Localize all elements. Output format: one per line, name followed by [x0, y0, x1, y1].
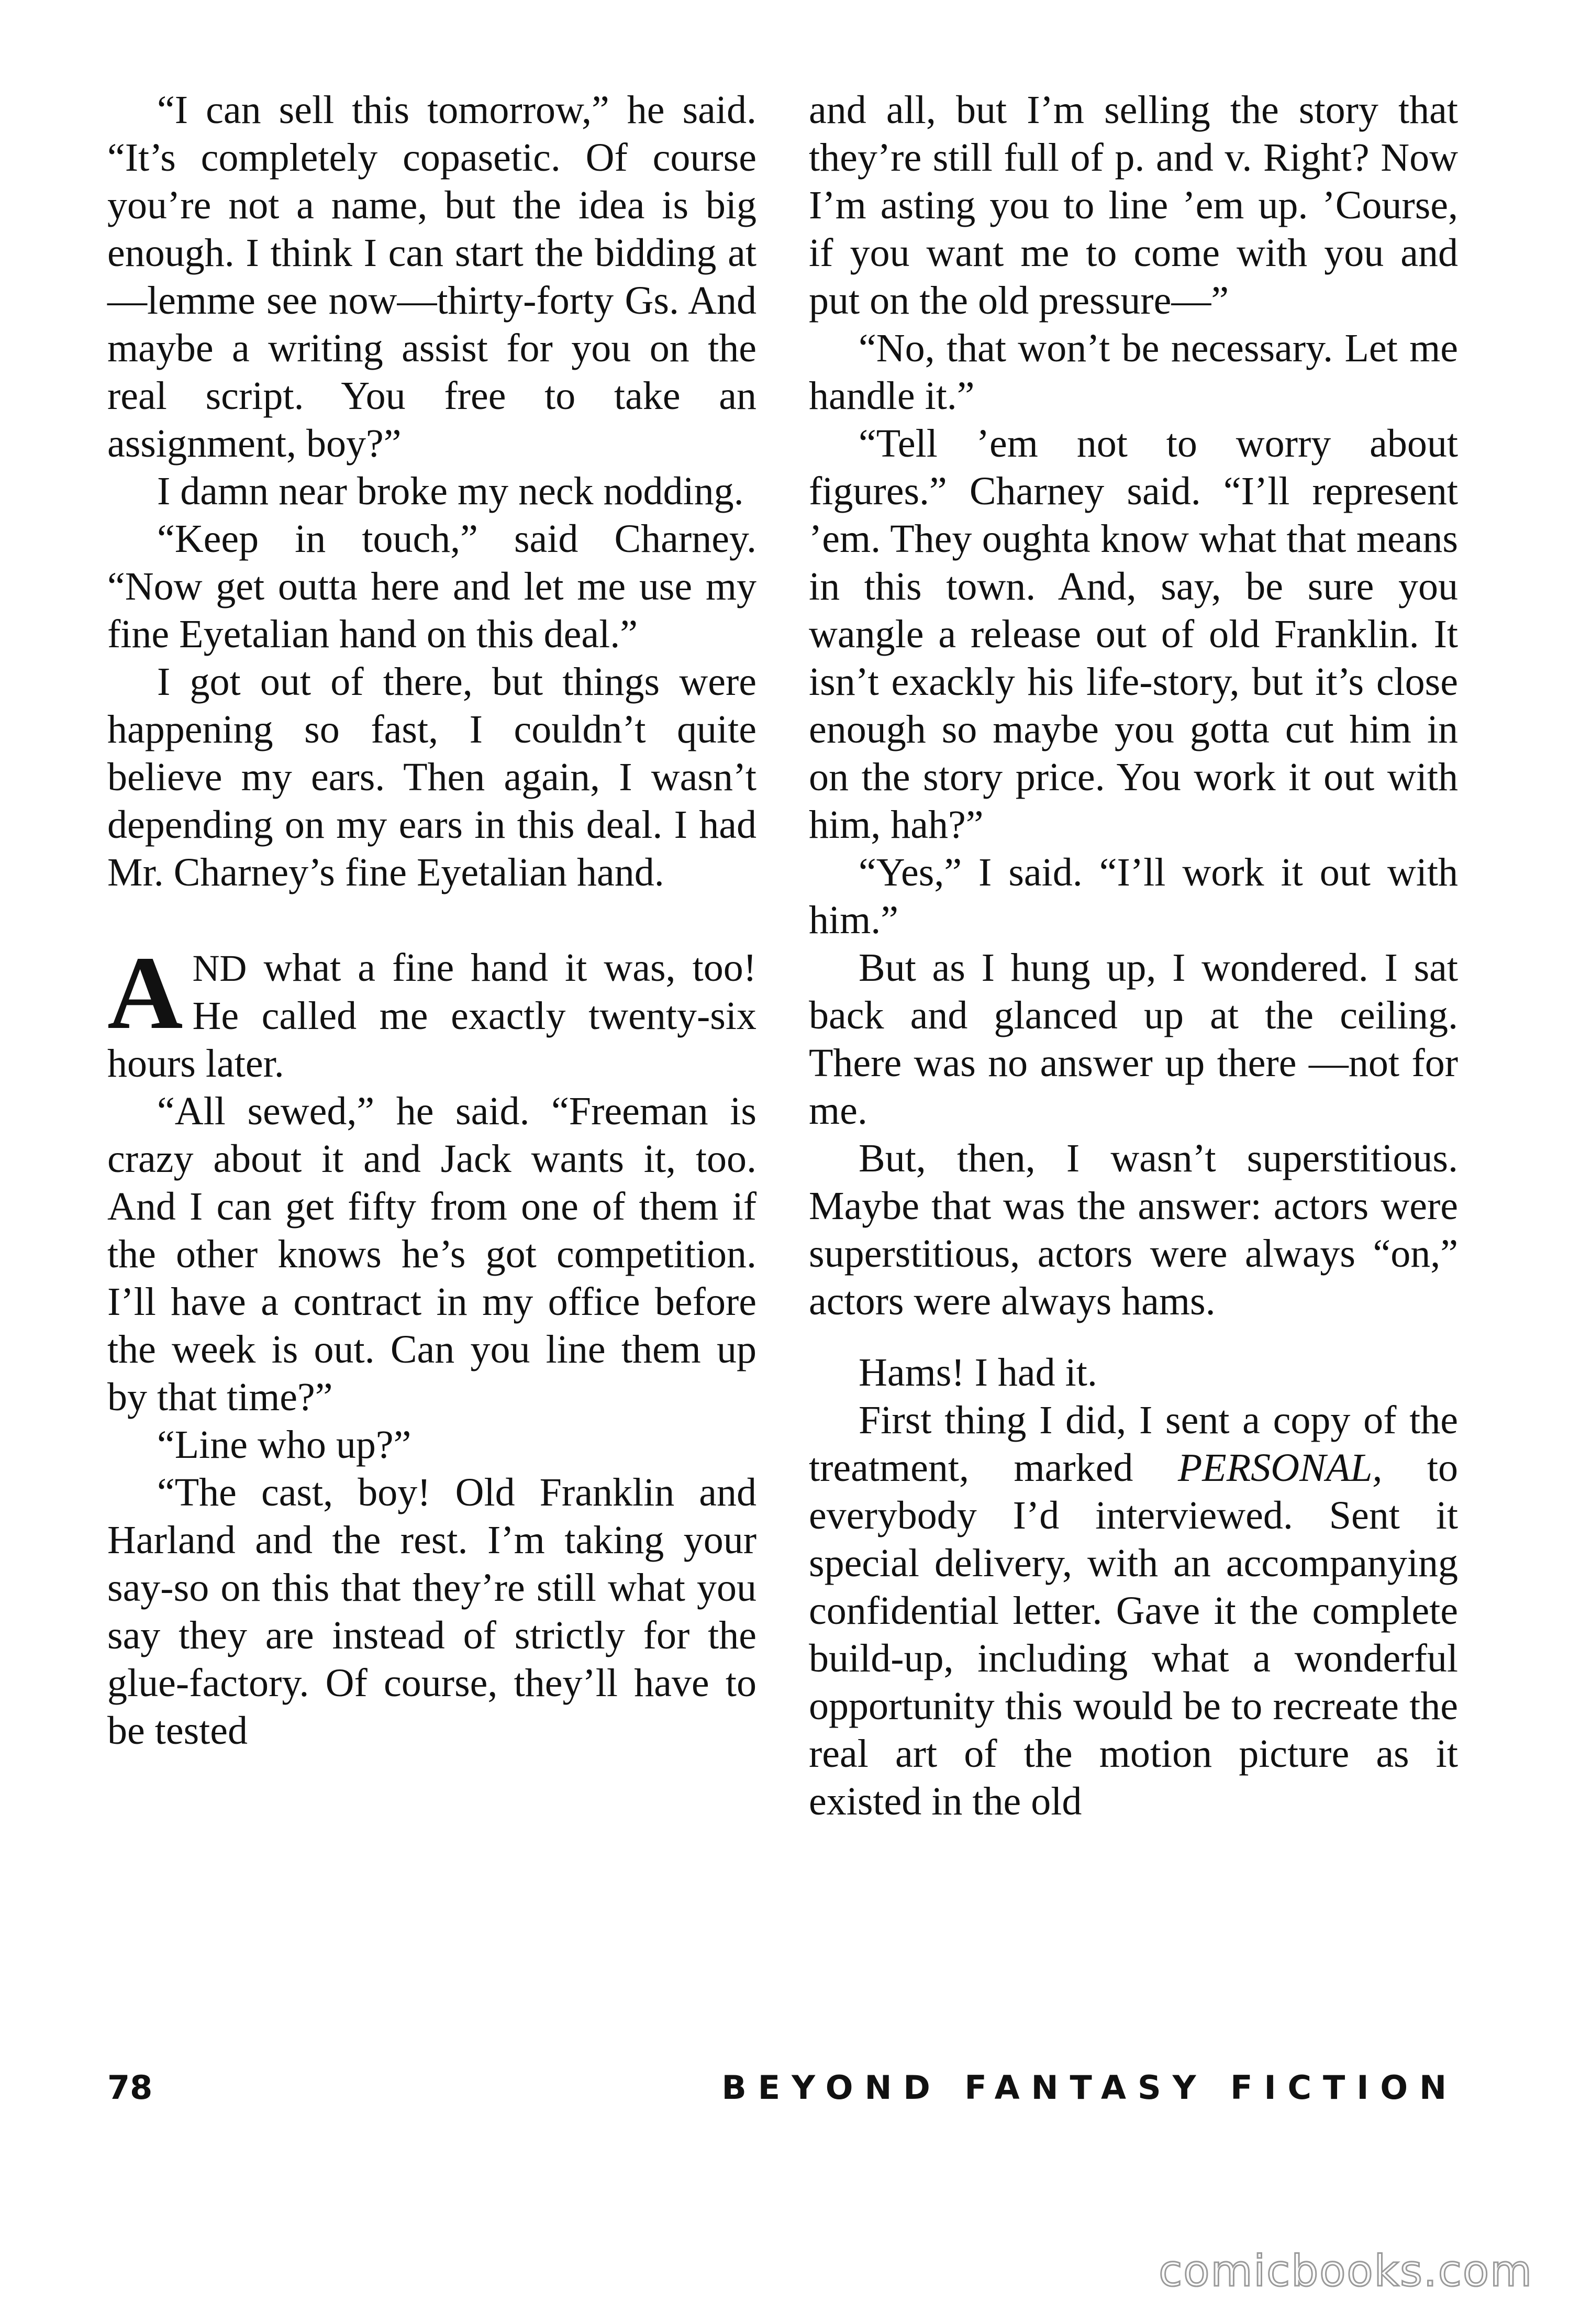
paragraph: “Line who up?”	[157, 1423, 411, 1467]
continued-paragraph: and all, but I’m selling the story that they’re still full of p. and v. Right? Now I’m asting you to line ’em up. ’Course, if you want me to come with you and put on the old pressure—”	[809, 88, 1458, 323]
paragraph: But as I hung up, I wondered. I sat back and glanced up at the ceiling. There was no answer up there —not for me.	[809, 946, 1458, 1133]
paragraph: “All sewed,” he said. “Freeman is crazy about it and Jack wants it, too. And I can get fifty from one of them if the other knows he’s got competition. I’ll have a contract in my office before the week is out. Can you line them up by that time?”	[107, 1089, 756, 1419]
paragraph: “No, that won’t be necessary. Let me handle it.”	[809, 326, 1458, 418]
right-text-column	[809, 86, 1458, 1825]
paragraph: I damn near broke my neck nodding.	[157, 469, 744, 513]
paragraph: “The cast, boy! Old Franklin and Harland and the rest. I’m taking your say-so on this that they’re still what you say they are instead of strictly for the glue-factory. Of course, they’ll have to be tested	[107, 1470, 756, 1753]
paragraph: “I can sell this tomorrow,” he said. “It’s completely copasetic. Of course you’re not a name, but the idea is big enough. I think I can start the bidding at—lemme see now—thirty-forty Gs. And maybe a writing assist for you on the real script. You free to take an assignment, boy?”	[107, 88, 756, 466]
paragraph: “Tell ’em not to worry about figures.” Charney said. “I’ll represent ’em. They oughta know what that means in this town. And, say, be sure you wangle a release out of old Franklin. It isn’t exackly his life-story, but it’s close enough so maybe you gotta cut him in on the story price. You work it out with him, hah?”	[809, 422, 1458, 847]
running-title: BEYOND FANTASY FICTION	[721, 2068, 1458, 2107]
watermark: comicbooks.com	[1159, 2246, 1533, 2296]
left-text-column	[107, 86, 756, 1755]
paragraph: But, then, I wasn’t superstitious. Maybe that was the answer: actors were superstitious, actors were always “on,” actors were always hams.	[809, 1136, 1458, 1323]
paragraph: Hams! I had it.	[859, 1351, 1097, 1395]
page-footer	[107, 2068, 1458, 2116]
paragraph-text: what a fine hand it was, too! He called me exactly twenty-six hours later.	[107, 946, 756, 1086]
page-number: 78	[107, 2068, 153, 2107]
paragraph: “Keep in touch,” said Charney. “Now get outta here and let me use my fine Eyetalian hand on this deal.”	[107, 517, 756, 656]
drop-cap-letter: A	[107, 935, 183, 1051]
paragraph	[809, 1397, 1458, 1825]
paragraph: I got out of there, but things were happening so fast, I couldn’t quite believe my ears. Then again, I wasn’t depending on my ears in this deal. I had Mr. Charney’s fine Eyetalian hand.	[107, 660, 756, 894]
small-caps-lead: ND	[192, 947, 247, 989]
paragraph-text: to everybody I’d interviewed. Sent it special delivery, with an accompanying confidential letter. Gave it the complete build-up, including what a wonderful opportunity this would be to recreate the real art of the motion picture as it existed in the old	[809, 1446, 1458, 1823]
section-opening-paragraph	[107, 935, 756, 1088]
italic-emphasis: PERSONAL,	[1177, 1446, 1383, 1490]
paragraph-text: First thing I did, I sent a copy of the treatment, marked	[809, 1398, 1458, 1490]
paragraph: “Yes,” I said. “I’ll work it out with him.”	[809, 850, 1458, 942]
